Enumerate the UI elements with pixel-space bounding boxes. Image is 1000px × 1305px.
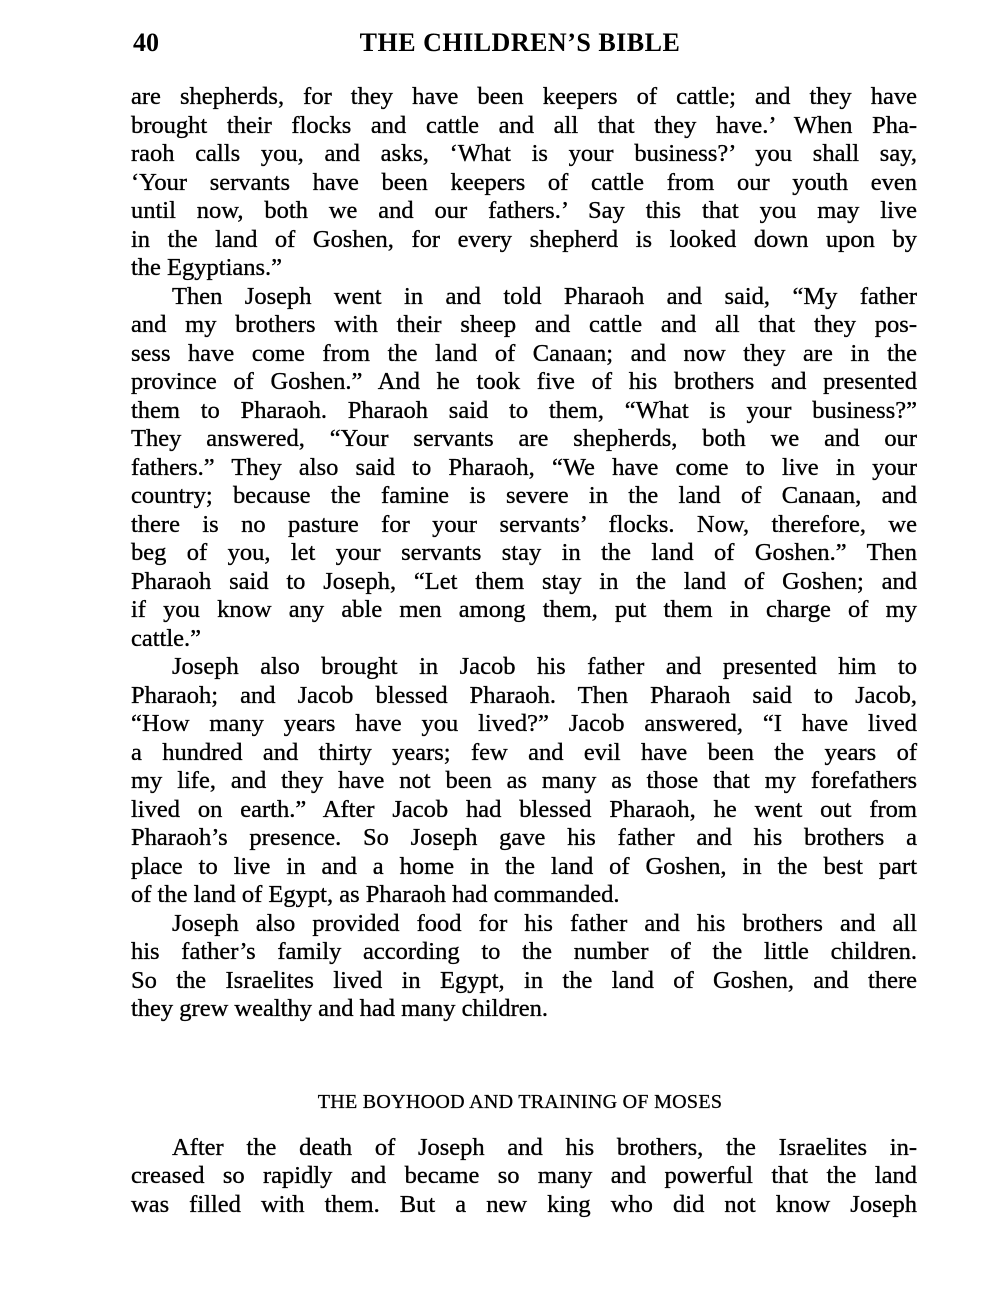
text-line: the Egyptians.” <box>131 254 283 281</box>
text-line: his father’s family according to the number of the little children. <box>131 938 917 965</box>
text-line: Pharaoh said to Joseph, “Let them stay in the land of Goshen; and <box>131 567 917 595</box>
text-line: raoh calls you, and asks, ‘What is your business?’ you shall say, <box>131 140 917 167</box>
text-line: them to Pharaoh. Pharaoh said to them, “What is your business?” <box>131 396 917 424</box>
text-line: of the land of Egypt, as Pharaoh had commanded. <box>131 881 620 908</box>
text-line: country; because the famine is severe in the land of Canaan, and <box>131 482 917 509</box>
text-line: Pharaoh; and Jacob blessed Pharaoh. Then Pharaoh said to Jacob, <box>131 681 917 709</box>
text-line: in the land of Goshen, for every shepherd is looked down upon by <box>131 225 917 253</box>
text-line: ‘Your servants have been keepers of cattle from our youth even <box>131 168 917 196</box>
text-line: Joseph also provided food for his father and his brothers and all <box>172 909 917 937</box>
text-line: place to live in and a home in the land of Goshen, in the best part <box>131 852 917 880</box>
section-heading: THE BOYHOOD AND TRAINING OF MOSES <box>317 1091 723 1113</box>
text-line: beg of you, let your servants stay in the land of Goshen.” Then <box>131 539 917 566</box>
text-line: and my brothers with their sheep and cattle and all that they pos- <box>131 311 917 338</box>
text-line: brought their flocks and cattle and all that they have.’ When Pha- <box>131 111 917 139</box>
text-line: are shepherds, for they have been keepers of cattle; and they have <box>131 83 917 110</box>
text-line: they grew wealthy and had many children. <box>131 995 549 1022</box>
text-line: sess have come from the land of Canaan; and now they are in the <box>131 339 917 367</box>
text-line: a hundred and thirty years; few and evil have been the years of <box>131 738 917 766</box>
text-line: Pharaoh’s presence. So Joseph gave his father and his brothers a <box>131 824 917 851</box>
text-line: creased so rapidly and became so many and powerful that the land <box>131 1162 917 1190</box>
running-title: THE CHILDREN’S BIBLE <box>359 28 681 57</box>
text-line: my life, and they have not been as many as those that my forefathers <box>131 767 917 794</box>
text-line: Joseph also brought in Jacob his father and presented him to <box>172 653 917 680</box>
text-line: province of Goshen.” And he took five of his brothers and presented <box>131 368 917 395</box>
text-line: lived on earth.” After Jacob had blessed Pharaoh, he went out from <box>131 795 917 823</box>
text-line: until now, both we and our fathers.’ Say this that you may live <box>131 197 917 224</box>
text-line: “How many years have you lived?” Jacob answered, “I have lived <box>131 710 917 737</box>
page-number: 40 <box>133 28 159 57</box>
text-line: there is no pasture for your servants’ flocks. Now, therefore, we <box>131 510 917 538</box>
text-line: fathers.” They also said to Pharaoh, “We have come to live in your <box>131 453 917 481</box>
text-line: if you know any able men among them, put them in charge of my <box>131 596 917 623</box>
text-line: After the death of Joseph and his brothers, the Israelites in- <box>172 1134 917 1161</box>
text-line: cattle.” <box>131 624 202 652</box>
text-line: was filled with them. But a new king who did not know Joseph <box>131 1190 917 1218</box>
text-line: They answered, “Your servants are shepherds, both we and our <box>131 425 917 452</box>
text-line: So the Israelites lived in Egypt, in the land of Goshen, and there <box>131 966 917 994</box>
text-line: Then Joseph went in and told Pharaoh and said, “My father <box>172 282 917 310</box>
